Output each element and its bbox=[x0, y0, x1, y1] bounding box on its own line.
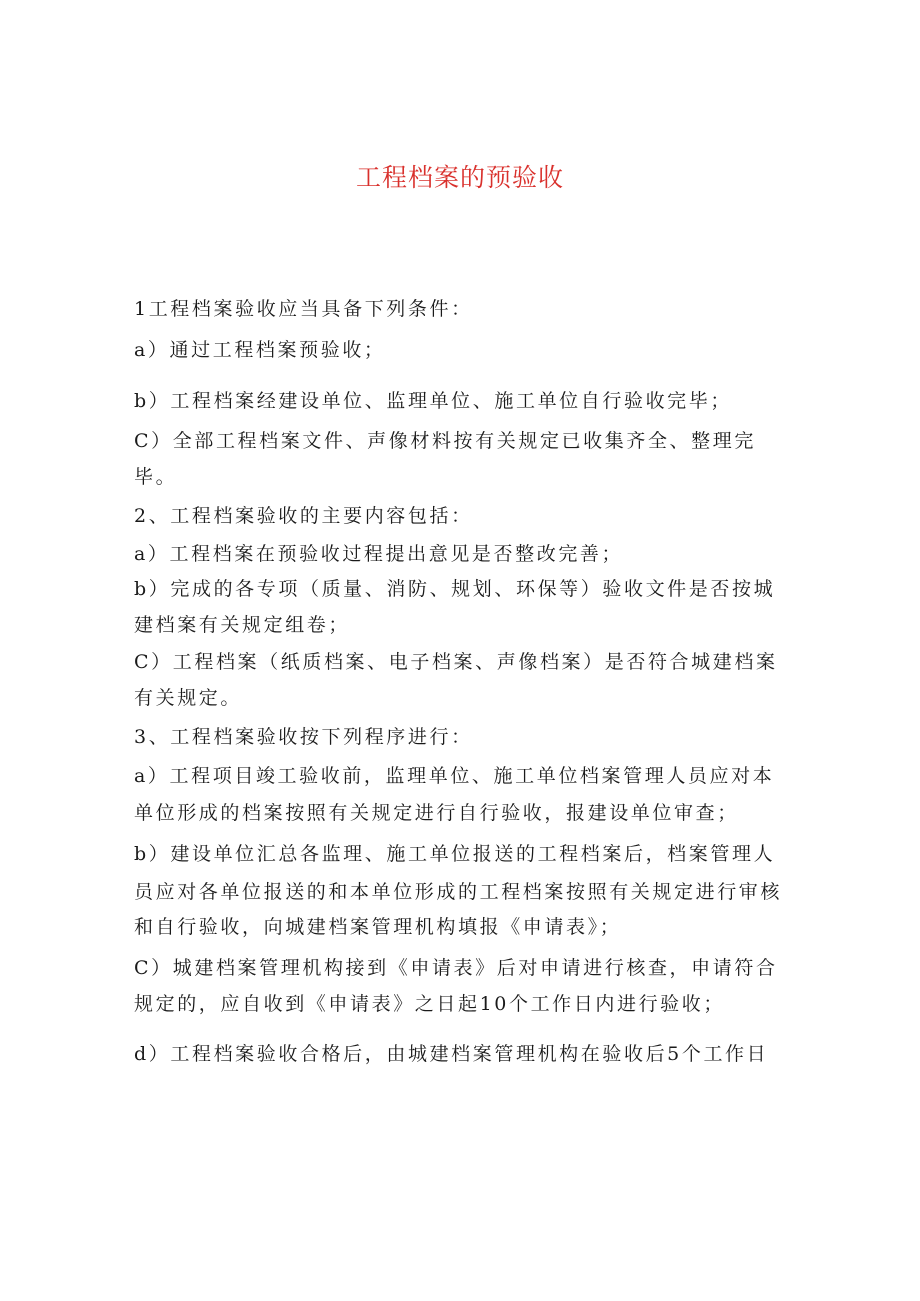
text-line: 建档案有关规定组卷； bbox=[134, 614, 351, 636]
text-line: 2、工程档案验收的主要内容包括： bbox=[134, 505, 473, 527]
text-line: 和自行验收，向城建档案管理机构填报《申请表》； bbox=[134, 916, 622, 938]
document-title: 工程档案的预验收 bbox=[355, 163, 564, 192]
text-line: C）工程档案（纸质档案、电子档案、声像档案）是否符合城建档案 bbox=[134, 651, 778, 673]
text-line: b）完成的各专项（质量、消防、规划、环保等）验收文件是否按城 bbox=[134, 578, 776, 600]
text-line: 3、工程档案验收按下列程序进行： bbox=[134, 726, 473, 748]
text-line: 员应对各单位报送的和本单位形成的工程档案按照有关规定进行审核 bbox=[134, 881, 783, 903]
text-line: 1工程档案验收应当具备下列条件： bbox=[134, 298, 473, 320]
text-line: C）城建档案管理机构接到《申请表》后对申请进行核查，申请符合 bbox=[134, 957, 778, 979]
text-line: 单位形成的档案按照有关规定进行自行验收，报建设单位审查； bbox=[134, 802, 739, 824]
text-line: b）建设单位汇总各监理、施工单位报送的工程档案后，档案管理人 bbox=[134, 843, 776, 865]
text-line: a）通过工程档案预验收； bbox=[134, 339, 386, 361]
text-line: 毕。 bbox=[134, 466, 178, 488]
text-line: 规定的，应自收到《申请表》之日起10个工作日内进行验收； bbox=[134, 993, 725, 1015]
text-line: b）工程档案经建设单位、监理单位、施工单位自行验收完毕； bbox=[134, 390, 732, 412]
text-line: 有关规定。 bbox=[134, 687, 243, 709]
text-line: d）工程档案验收合格后，由城建档案管理机构在验收后5个工作日 bbox=[134, 1043, 769, 1065]
text-line: a）工程档案在预验收过程提出意见是否整改完善； bbox=[134, 543, 624, 565]
text-line: a）工程项目竣工验收前，监理单位、施工单位档案管理人员应对本 bbox=[134, 765, 775, 787]
text-line: C）全部工程档案文件、声像材料按有关规定已收集齐全、整理完 bbox=[134, 430, 756, 452]
